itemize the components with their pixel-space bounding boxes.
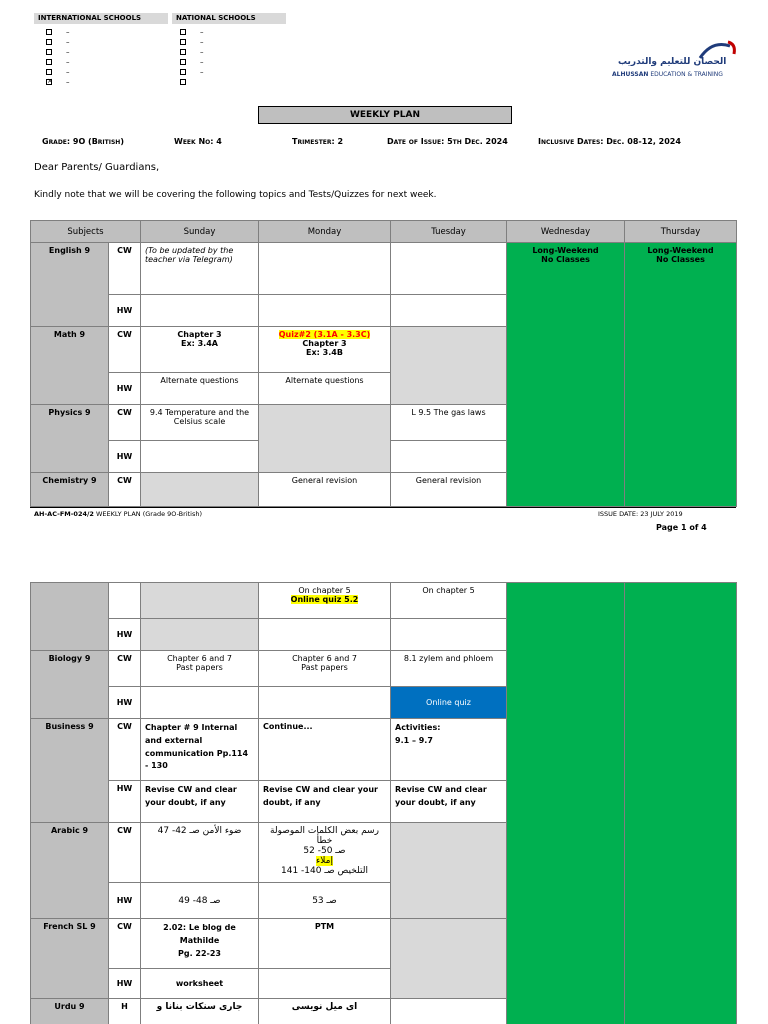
chem-sunday-hw-gray <box>141 619 259 651</box>
english-sunday-cw: (To be updated by the teacher via Telegram) <box>141 243 259 295</box>
chemistry-tuesday-cw: General revision <box>391 473 507 507</box>
footer-form-code: AH-AC-FM-024/2 WEEKLY PLAN (Grade 9O-British) <box>34 510 203 518</box>
english-monday-cw <box>259 243 391 295</box>
international-schools-header: INTERNATIONAL SCHOOLS <box>34 13 168 24</box>
french-sunday-cw: 2.02: Le blog de Mathilde Pg. 22-23 <box>141 919 259 969</box>
arabic-sunday-hw: صـ 48- 49 <box>141 883 259 919</box>
physics-monday-gray <box>259 405 391 473</box>
page-number: Page 1 of 4 <box>656 523 707 532</box>
international-school-item-text: – <box>66 78 70 86</box>
national-school-item-text: – <box>200 28 204 36</box>
french-monday-cw: PTM <box>259 919 391 969</box>
type-cw: CW <box>109 719 141 781</box>
type-h: H <box>109 999 141 1024</box>
math-tuesday-gray <box>391 327 507 405</box>
inclusive-dates-label: Inclusive Dates: Dec. 08-12, 2024 <box>538 137 681 146</box>
biology-tuesday-cw: 8.1 zylem and phloem <box>391 651 507 687</box>
arabic-monday-hw: صـ 53 <box>259 883 391 919</box>
international-school-item <box>46 37 70 47</box>
national-school-item-text: – <box>200 68 204 76</box>
weekly-plan-table-page1 <box>30 220 737 507</box>
issue-date-label: Date of Issue: 5th Dec. 2024 <box>387 137 508 146</box>
national-school-item-text: – <box>200 58 204 66</box>
international-school-item-text: – <box>66 38 70 46</box>
national-school-item-text: – <box>200 38 204 46</box>
english-tuesday-cw <box>391 243 507 295</box>
header-sunday: Sunday <box>141 221 259 243</box>
type-blank <box>109 583 141 619</box>
checkbox-icon[interactable] <box>180 49 186 55</box>
subject-chemistry-cont <box>31 583 109 651</box>
type-hw: HW <box>109 687 141 719</box>
arabic-sunday-cw: ضوء الأمن صـ 42- 47 <box>141 823 259 883</box>
chem-monday-cw: On chapter 5 Online quiz 5.2 <box>259 583 391 619</box>
national-school-item <box>180 37 204 47</box>
type-cw: CW <box>109 243 141 295</box>
national-school-item <box>180 77 204 87</box>
french-sunday-hw: worksheet <box>141 969 259 999</box>
urdu-tuesday <box>391 999 507 1024</box>
national-school-item <box>180 47 204 57</box>
type-cw: CW <box>109 823 141 883</box>
greeting: Dear Parents/ Guardians, <box>34 162 160 173</box>
type-hw: HW <box>109 373 141 405</box>
biology-monday-cw: Chapter 6 and 7 Past papers <box>259 651 391 687</box>
subject-physics: Physics 9 <box>31 405 109 473</box>
international-schools-list <box>46 27 70 87</box>
weekly-plan-table-page2 <box>30 582 737 1024</box>
chem-tuesday-hw <box>391 619 507 651</box>
checkbox-icon[interactable] <box>180 79 186 85</box>
chem-tuesday-cw: On chapter 5 <box>391 583 507 619</box>
checkbox-icon[interactable] <box>46 69 52 75</box>
math-monday-cw: Quiz#2 (3.1A - 3.3C) Chapter 3 Ex: 3.4B <box>259 327 391 373</box>
chem-sunday-gray <box>141 583 259 619</box>
subject-chemistry: Chemistry 9 <box>31 473 109 507</box>
header-wednesday: Wednesday <box>507 221 625 243</box>
type-cw: CW <box>109 919 141 969</box>
physics-tuesday-cw: L 9.5 The gas laws <box>391 405 507 441</box>
checkbox-icon[interactable] <box>46 39 52 45</box>
biology-monday-hw <box>259 687 391 719</box>
type-hw: HW <box>109 295 141 327</box>
type-cw: CW <box>109 651 141 687</box>
international-school-item-text: – <box>66 68 70 76</box>
header-tuesday: Tuesday <box>391 221 507 243</box>
type-hw: HW <box>109 781 141 823</box>
type-cw: CW <box>109 405 141 441</box>
checkbox-icon[interactable] <box>46 29 52 35</box>
international-school-item-text: – <box>66 48 70 56</box>
subject-arabic: Arabic 9 <box>31 823 109 919</box>
weekly-plan-title: WEEKLY PLAN <box>258 106 512 124</box>
type-cw: CW <box>109 327 141 373</box>
english-sunday-hw <box>141 295 259 327</box>
type-hw: HW <box>109 969 141 999</box>
international-school-item-text: – <box>66 58 70 66</box>
english-tuesday-hw <box>391 295 507 327</box>
header-thursday: Thursday <box>625 221 737 243</box>
physics-tuesday-hw <box>391 441 507 473</box>
business-monday-hw: Revise CW and clear your doubt, if any <box>259 781 391 823</box>
business-monday-cw: Continue... <box>259 719 391 781</box>
week-label: Week No: 4 <box>174 137 222 146</box>
wednesday-green <box>507 583 625 1024</box>
national-school-item <box>180 27 204 37</box>
international-school-item <box>46 47 70 57</box>
subject-french: French SL 9 <box>31 919 109 999</box>
type-cw: CW <box>109 473 141 507</box>
checkbox-icon[interactable] <box>46 49 52 55</box>
arabic-monday-cw: رسم بعض الكلمات الموصولة خطأ صـ 50- 52 إملاء التلخيص صـ 140- 141 <box>259 823 391 883</box>
intro-text: Kindly note that we will be covering the following topics and Tests/Quizzes for next week. <box>34 190 437 200</box>
header-monday: Monday <box>259 221 391 243</box>
biology-tuesday-online-quiz: Online quiz <box>391 687 507 719</box>
biology-sunday-hw <box>141 687 259 719</box>
footer-divider <box>30 507 736 508</box>
logo-english-text: ALHUSSAN EDUCATION & TRAINING <box>612 71 723 78</box>
logo-arabic-text: الحصان للتعليم والتدريب <box>618 57 727 67</box>
wednesday-long-weekend: Long-Weekend No Classes <box>507 243 625 507</box>
chemistry-monday-cw: General revision <box>259 473 391 507</box>
subject-urdu: Urdu 9 <box>31 999 109 1024</box>
subject-math: Math 9 <box>31 327 109 405</box>
checkbox-icon[interactable] <box>180 29 186 35</box>
subject-business: Business 9 <box>31 719 109 823</box>
trimester-label: Trimester: 2 <box>292 137 344 146</box>
header-subjects: Subjects <box>31 221 141 243</box>
biology-sunday-cw: Chapter 6 and 7 Past papers <box>141 651 259 687</box>
business-tuesday-cw: Activities: 9.1 – 9.7 <box>391 719 507 781</box>
international-school-item <box>46 27 70 37</box>
footer-issue-date: ISSUE DATE: 23 JULY 2019 <box>598 510 683 518</box>
type-hw: HW <box>109 883 141 919</box>
french-tuesday-gray <box>391 919 507 999</box>
urdu-monday: ای میل نویسی <box>259 999 391 1024</box>
french-monday-hw <box>259 969 391 999</box>
national-schools-header: NATIONAL SCHOOLS <box>172 13 286 24</box>
arabic-tuesday-gray <box>391 823 507 919</box>
thursday-long-weekend: Long-Weekend No Classes <box>625 243 737 507</box>
subject-english: English 9 <box>31 243 109 327</box>
international-school-item <box>46 57 70 67</box>
checked-checkbox-icon[interactable] <box>46 79 52 85</box>
math-sunday-hw: Alternate questions <box>141 373 259 405</box>
checkbox-icon[interactable] <box>46 59 52 65</box>
physics-sunday-cw: 9.4 Temperature and the Celsius scale <box>141 405 259 441</box>
type-hw: HW <box>109 441 141 473</box>
checkbox-icon[interactable] <box>180 59 186 65</box>
international-school-item <box>46 77 70 87</box>
international-school-item-text: – <box>66 28 70 36</box>
checkbox-icon[interactable] <box>180 39 186 45</box>
national-school-item <box>180 67 204 77</box>
business-sunday-cw: Chapter # 9 Internal and external communication Pp.114 - 130 <box>141 719 259 781</box>
national-school-item-text: – <box>200 48 204 56</box>
chem-monday-hw <box>259 619 391 651</box>
subject-biology: Biology 9 <box>31 651 109 719</box>
grade-label: Grade: 9O (British) <box>42 137 124 146</box>
business-tuesday-hw: Revise CW and clear your doubt, if any <box>391 781 507 823</box>
business-sunday-hw: Revise CW and clear your doubt, if any <box>141 781 259 823</box>
english-monday-hw <box>259 295 391 327</box>
type-hw: HW <box>109 619 141 651</box>
physics-sunday-hw <box>141 441 259 473</box>
thursday-green <box>625 583 737 1024</box>
chemistry-sunday-gray <box>141 473 259 507</box>
urdu-sunday: جاری سنکات بنانا و <box>141 999 259 1024</box>
math-sunday-cw: Chapter 3 Ex: 3.4A <box>141 327 259 373</box>
math-monday-hw: Alternate questions <box>259 373 391 405</box>
checkbox-icon[interactable] <box>180 69 186 75</box>
national-school-item <box>180 57 204 67</box>
national-schools-list <box>180 27 204 87</box>
